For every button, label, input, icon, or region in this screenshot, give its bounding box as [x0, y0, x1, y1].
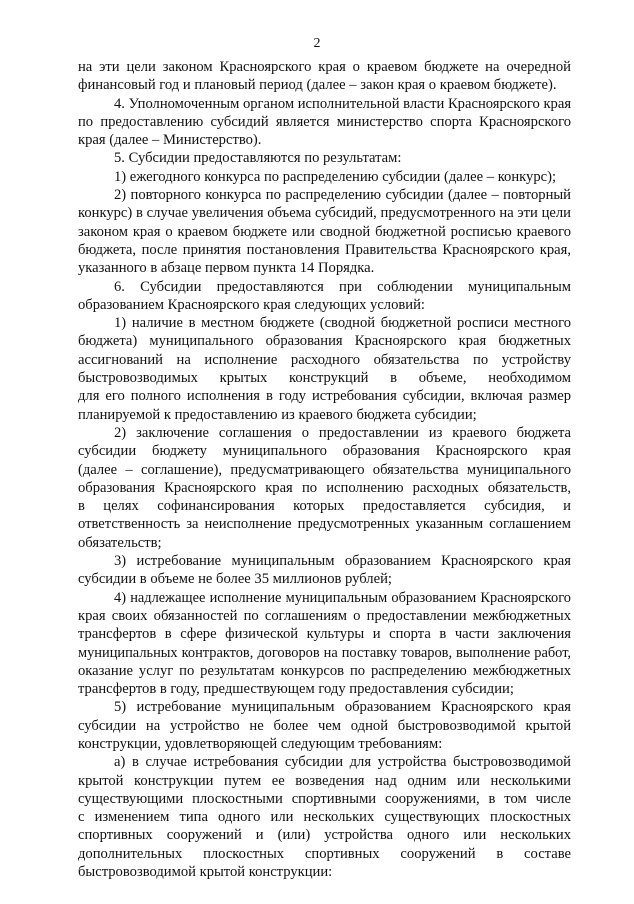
- text-line: субсидии бюджету муниципального образования Красноярского края: [78, 443, 571, 460]
- text-line: 4. Уполномоченным органом исполнительной власти Красноярского края: [114, 95, 571, 112]
- text-line: по предоставлению субсидий является министерство спорта Красноярского: [78, 113, 571, 130]
- body-text: [78, 58, 571, 881]
- text-line: с изменением типа одного или нескольких существующих плоскостных: [78, 809, 571, 826]
- text-line: конструкции, удовлетворяющей следующим требованиям:: [78, 735, 443, 752]
- text-line: 5. Субсидии предоставляются по результатам:: [114, 150, 402, 167]
- text-line: трансфертов в сфере физической культуры и спорта в части заключения: [78, 626, 571, 643]
- text-line: на эти цели законом Красноярского края о краевом бюджете на очередной: [78, 59, 571, 75]
- text-line: бюджета) муниципального образования Красноярского края бюджетных: [78, 333, 571, 350]
- text-line: образования Красноярского края по исполнению расходных обязательств,: [78, 479, 571, 496]
- text-line: 1) ежегодного конкурса по распределению субсидии (далее – конкурс);: [114, 168, 557, 185]
- text-line: спортивных сооружений и (или) устройства одного или нескольких: [78, 827, 571, 844]
- text-line: существующими плоскостными спортивными сооружениями, в том числе: [78, 790, 571, 807]
- text-line: конкурс) в случае увеличения объема субсидий, предусмотренного на эти цели: [78, 205, 571, 222]
- text-line: 2) повторного конкурса по распределению субсидии (далее – повторный: [114, 187, 571, 204]
- text-line: края своих обязанностей по соглашениям о предоставлении межбюджетных: [78, 607, 571, 624]
- text-line: законом края о краевом бюджете или сводной бюджетной росписью краевого: [78, 223, 571, 240]
- text-line: в целях софинансирования которых предоставляется субсидия, и: [78, 498, 571, 515]
- text-line: муниципальных контрактов, договоров на поставку товаров, выполнение работ,: [78, 644, 571, 661]
- text-line: 2) заключение соглашения о предоставлении из краевого бюджета: [114, 424, 571, 441]
- text-line: ответственность за неисполнение предусмотренных указанным соглашением: [78, 516, 571, 533]
- text-line: края (далее – Министерство).: [78, 132, 262, 149]
- text-line: 6. Субсидии предоставляются при соблюдении муниципальным: [114, 278, 571, 295]
- text-line: а) в случае истребования субсидии для устройства быстровозводимой: [114, 754, 571, 771]
- text-line: (далее – соглашение), предусматривающего обязательства муниципального: [78, 461, 571, 478]
- text-line: финансовый год и плановый период (далее – закон края о краевом бюджете).: [78, 77, 557, 94]
- text-line: 5) истребование муниципальным образованием Красноярского края: [114, 699, 571, 716]
- text-line: ассигнований на исполнение расходного обязательства по устройству: [78, 351, 571, 368]
- text-line: 1) наличие в местном бюджете (сводной бюджетной росписи местного: [114, 315, 571, 332]
- text-line: субсидии в объеме не более 35 миллионов рублей;: [78, 571, 392, 588]
- text-line: трансфертов в году, предшествующем году предоставления субсидии;: [78, 681, 514, 698]
- text-line: обязательств;: [78, 534, 162, 551]
- text-line: планируемой к предоставлению из краевого бюджета субсидии;: [78, 406, 477, 423]
- text-line: 3) истребование муниципальным образованием Красноярского края: [114, 553, 571, 570]
- text-line: быстровозводимой крытой конструкции:: [78, 864, 333, 881]
- page-number: 2: [313, 36, 321, 51]
- text-line: указанного в абзаце первом пункта 14 Порядка.: [78, 260, 375, 277]
- text-line: крытой конструкции путем ее возведения над одним или несколькими: [78, 772, 571, 789]
- text-line: бюджета, после принятия постановления Правительства Красноярского края,: [78, 241, 571, 258]
- text-line: для его полного исполнения в году истребования субсидии, включая размер: [78, 388, 571, 405]
- text-line: оказание услуг по результатам конкурсов по распределению межбюджетных: [78, 662, 571, 679]
- text-line: образованием Красноярского края следующих условий:: [78, 296, 425, 313]
- text-line: дополнительных плоскостных спортивных сооружений в составе: [78, 845, 571, 862]
- text-line: субсидии на устройство не более чем одной быстровозводимой крытой: [78, 717, 571, 734]
- text-line: 4) надлежащее исполнение муниципальным образованием Красноярского: [114, 589, 571, 606]
- text-line: быстровозводимых крытых конструкций в объеме, необходимом: [78, 370, 571, 387]
